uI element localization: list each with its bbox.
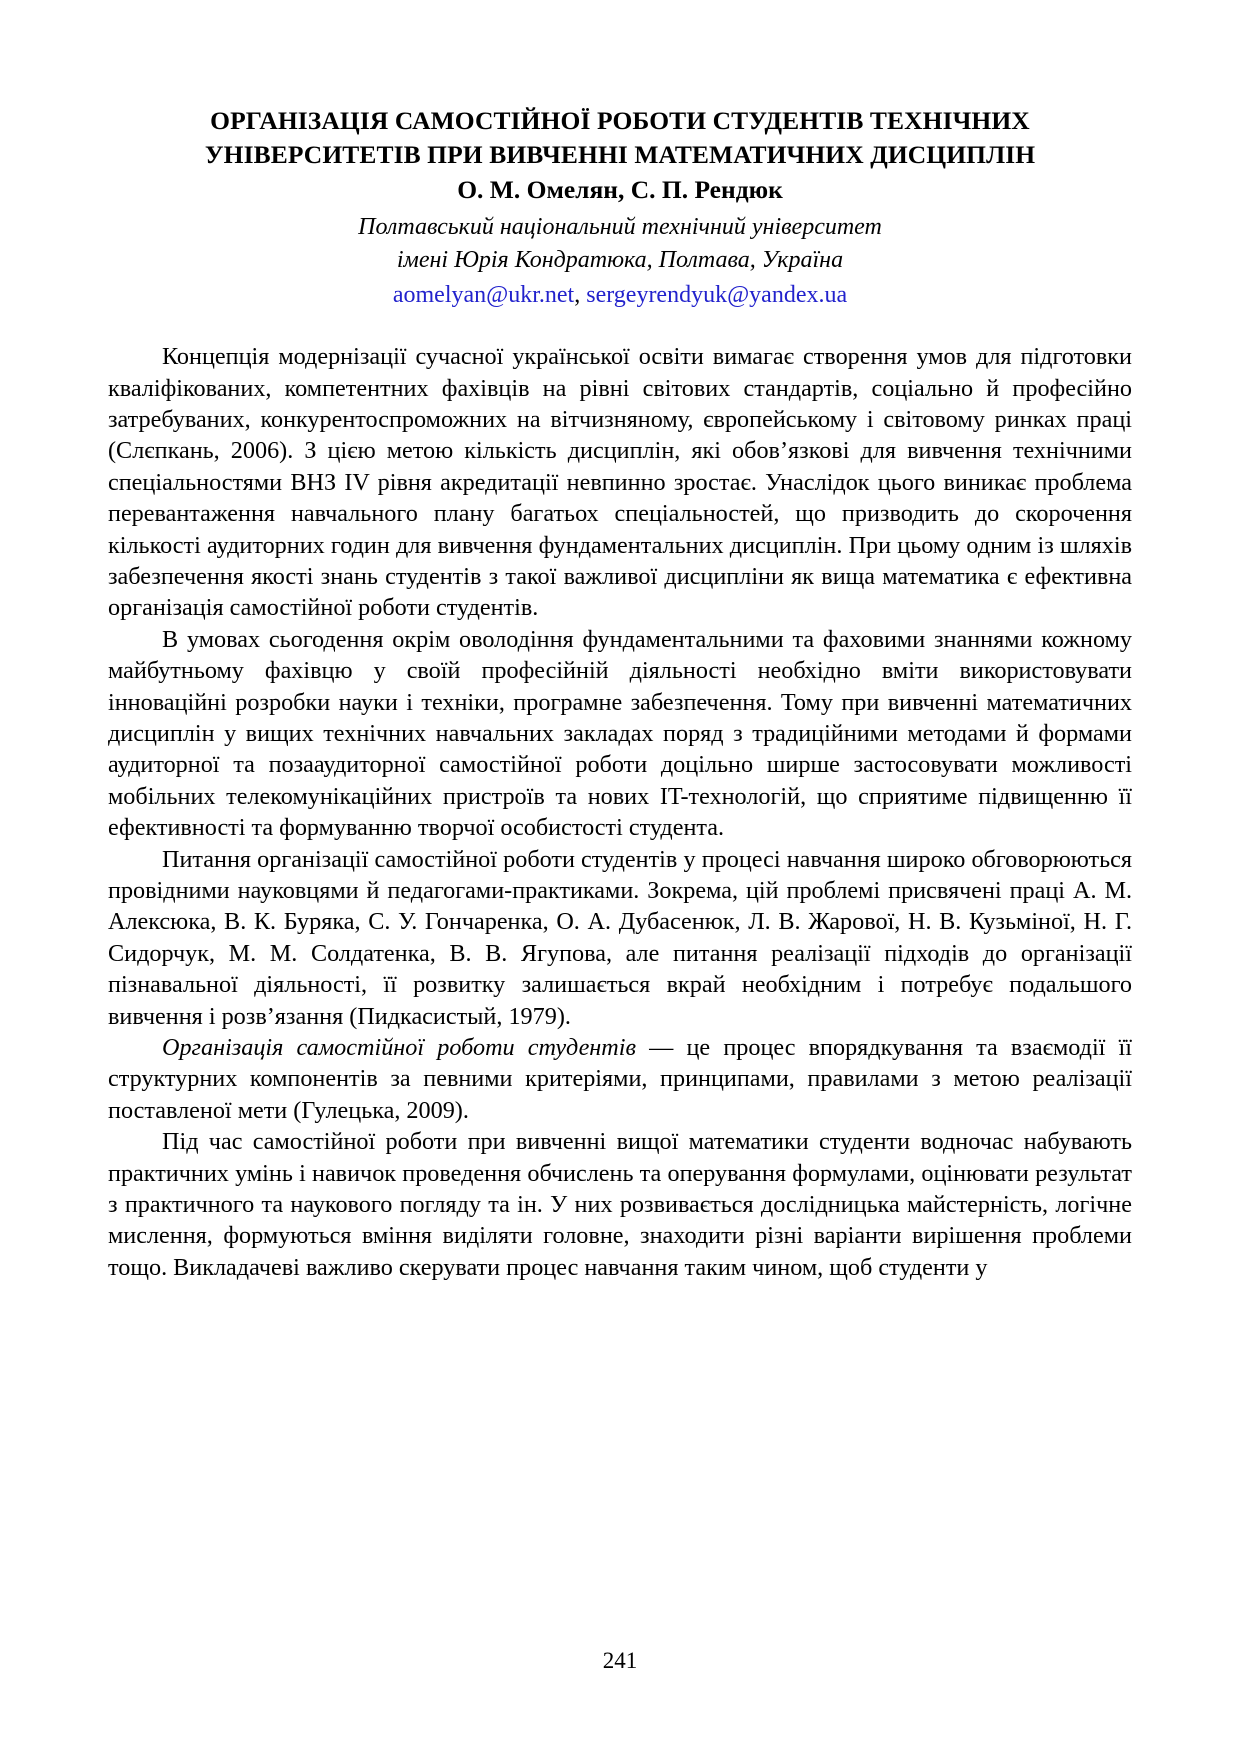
page-content (108, 104, 1132, 1283)
title-line-1: ОРГАНІЗАЦІЯ САМОСТІЙНОЇ РОБОТИ СТУДЕНТІВ ТЕХНІЧНИХ (210, 106, 1030, 135)
paragraph-2: В умовах сьогодення окрім оволодіння фундаментальними та фаховими знаннями кожному майбутньому фахівцю у своїй професійній діяльності необхідно вміти використовувати інноваційні розробки науки і техніки, програмне забезпечення. Тому при вивченні математичних дисциплін у вищих технічних навчальних закладах поряд з традиційними методами й формами аудиторної та позааудиторної самостійної роботи доцільно ширше застосовувати можливості мобільних телекомунікаційних пристроїв та нових IT-технологій, що сприятиме підвищенню її ефективності та формуванню творчої особистості студента. (108, 625, 1132, 842)
definition-rest: — це процес впорядкування та взаємодії її структурних компонентів за певними критеріями, принципами, правилами з метою реалізації поставленої мети (Гулецька, 2009). (108, 1034, 1132, 1124)
paragraph-4: Під час самостійної роботи при вивченні вищої математики студенти водночас набувають практичних умінь і навичок проведення обчислень та оперування формулами, оцінювати результат з практичного та наукового погляду та ін. У них розвивається дослідницька майстерність, логічне мислення, формуються вміння виділяти головне, знаходити різні варіанти вирішення проблеми тощо. Викладачеві важливо скерувати процес навчання таким чином, щоб студенти у (108, 1128, 1132, 1281)
email-link-2[interactable]: sergeyrendyuk@yandex.ua (586, 281, 848, 308)
title-line-2: УНІВЕРСИТЕТІВ ПРИ ВИВЧЕННІ МАТЕМАТИЧНИХ ДИСЦИПЛІН (204, 139, 1036, 169)
affiliation-line-2: імені Юрія Кондратюка, Полтава, Україна (396, 247, 844, 274)
email-link-1[interactable]: aomelyan@ukr.net (392, 281, 575, 308)
author-emails (108, 279, 1132, 311)
definition-term: Організація самостійної роботи студентів (162, 1034, 636, 1062)
page-number: 241 (602, 1648, 638, 1673)
affiliation-line-1: Полтавський національний технічний університет (358, 214, 882, 241)
page-title (108, 104, 1132, 171)
affiliation (108, 211, 1132, 276)
paragraph-definition (108, 1032, 1132, 1126)
body-text (108, 341, 1132, 1283)
paragraph-3: Питання організації самостійної роботи студентів у процесі навчання широко обговорюються провідними науковцями й педагогами-практиками. Зокрема, цій проблемі присвячені праці А. М. Алексюка, В. К. Буряка, С. У. Гончаренка, О. А. Дубасенюк, Л. В. Жарової, Н. В. Кузьміної, Н. Г. Сидорчук, М. М. Солдатенка, В. В. Ягупова, але питання реалізації підходів до організації пізнавальної діяльності, її розвитку залишається вкрай необхідним і потребує подальшого вивчення і розв’язання (Пидкасистый, 1979). (108, 845, 1132, 1030)
paragraph-1: Концепція модернізації сучасної української освіти вимагає створення умов для підготовки кваліфікованих, компетентних фахівців на рівні світових стандартів, соціально й професійно затребуваних, конкурентоспроможних на вітчизняному, європейському і світовому ринках праці (Слєпкань, 2006). З цією метою кількість дисциплін, які обов’язкові для вивчення технічними спеціальностями ВНЗ IV рівня акредитації невпинно зростає. Унаслідок цього виникає проблема перевантаження навчального плану багатьох спеціальностей, що призводить до скорочення кількості аудиторних годин для вивчення фундаментальних дисциплін. При цьому одним із шляхів забезпечення якості знань студентів з такої важливої дисципліни як вища математика є ефективна організація самостійної роботи студентів. (108, 343, 1132, 622)
authors: О. М. Омелян, С. П. Рендюк (457, 175, 783, 205)
email-separator: , (574, 281, 587, 308)
